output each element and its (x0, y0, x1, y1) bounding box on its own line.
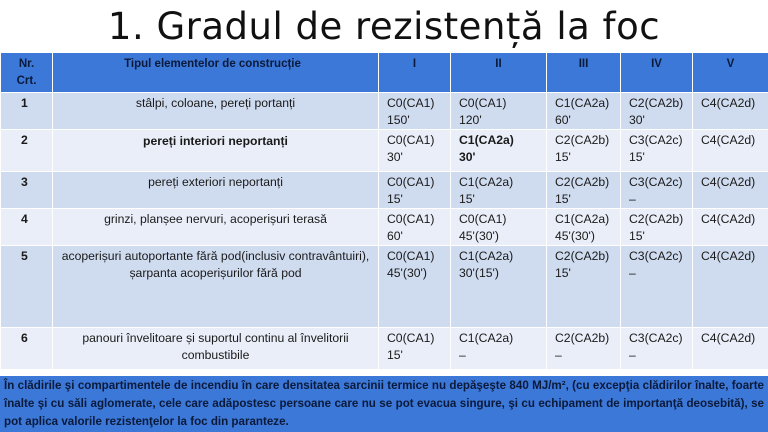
table-row (1, 246, 768, 328)
material-class: C4(CA2d) (701, 212, 756, 226)
material-class: C0(CA1) (387, 249, 435, 263)
class-ii-cell (451, 93, 547, 130)
row-number: 4 (1, 209, 53, 246)
class-ii-cell (451, 172, 547, 209)
fire-resistance-time: – (629, 266, 636, 280)
element-type: grinzi, planșee nervuri, acoperișuri terasă (53, 209, 379, 246)
page-title: 1. Gradul de rezistență la foc (107, 4, 661, 48)
class-i-cell (379, 246, 451, 328)
table-row (1, 328, 768, 370)
fire-resistance-time: 45'(30') (387, 266, 427, 280)
header-class-v: V (693, 53, 768, 93)
class-iii-cell (547, 209, 621, 246)
material-class: C1(CA2a) (459, 331, 514, 345)
class-iv-cell (621, 93, 693, 130)
material-class: C3(CA2c) (629, 133, 683, 147)
fire-resistance-time: 15' (555, 150, 571, 164)
fire-resistance-time: 150' (387, 113, 410, 127)
class-v-cell (693, 328, 768, 370)
fire-resistance-time: 60' (387, 229, 403, 243)
material-class: C2(CA2b) (629, 96, 684, 110)
material-class: C4(CA2d) (701, 249, 756, 263)
table-row (1, 130, 768, 172)
header-class-iv: IV (621, 53, 693, 93)
material-class: C3(CA2c) (629, 175, 683, 189)
header-nr: Nr. Crt. (1, 53, 53, 93)
header-class-iii: III (547, 53, 621, 93)
material-class: C0(CA1) (387, 96, 435, 110)
header-type: Tipul elementelor de construcție (53, 53, 379, 93)
fire-resistance-time: – (555, 348, 562, 362)
material-class: C4(CA2d) (701, 96, 756, 110)
material-class: C2(CA2b) (555, 175, 610, 189)
table-header-row (1, 53, 768, 93)
element-type: acoperișuri autoportante fără pod(inclusiv contravântuiri), șarpanta acoperișurilor fără pod (53, 246, 379, 328)
material-class: C3(CA2c) (629, 331, 683, 345)
material-class: C1(CA2a) (555, 212, 610, 226)
class-iii-cell (547, 328, 621, 370)
class-i-cell (379, 130, 451, 172)
material-class: C2(CA2b) (555, 331, 610, 345)
material-class: C1(CA2a) (555, 96, 610, 110)
row-number: 1 (1, 93, 53, 130)
class-iii-cell (547, 93, 621, 130)
material-class: C3(CA2c) (629, 249, 683, 263)
fire-resistance-time: 60' (555, 113, 571, 127)
material-class: C0(CA1) (387, 133, 435, 147)
class-iv-cell (621, 172, 693, 209)
material-class: C2(CA2b) (555, 249, 610, 263)
material-class: C2(CA2b) (555, 133, 610, 147)
class-iv-cell (621, 246, 693, 328)
material-class: C1(CA2a) (459, 133, 514, 147)
class-v-cell (693, 246, 768, 328)
table-row (1, 93, 768, 130)
material-class: C2(CA2b) (629, 212, 684, 226)
row-number: 6 (1, 328, 53, 370)
fire-resistance-time: 15' (387, 348, 403, 362)
material-class: C0(CA1) (387, 175, 435, 189)
material-class: C0(CA1) (387, 212, 435, 226)
element-type: stâlpi, coloane, pereți portanți (53, 93, 379, 130)
class-i-cell (379, 328, 451, 370)
element-type: pereți exteriori neportanți (53, 172, 379, 209)
fire-resistance-time: 30'(15') (459, 266, 499, 280)
class-v-cell (693, 93, 768, 130)
row-number: 2 (1, 130, 53, 172)
class-ii-cell (451, 246, 547, 328)
fire-resistance-time: 15' (629, 229, 645, 243)
class-v-cell (693, 209, 768, 246)
fire-resistance-time: 120' (459, 113, 482, 127)
class-ii-cell (451, 130, 547, 172)
header-class-i: I (379, 53, 451, 93)
fire-resistance-time: 15' (555, 192, 571, 206)
class-v-cell (693, 130, 768, 172)
fire-resistance-time: 45'(30') (555, 229, 595, 243)
fire-resistance-time: 30' (459, 150, 476, 164)
fire-resistance-time: 15' (629, 150, 645, 164)
material-class: C0(CA1) (459, 212, 507, 226)
table-row (1, 172, 768, 209)
class-iii-cell (547, 246, 621, 328)
table-row (1, 209, 768, 246)
material-class: C4(CA2d) (701, 175, 756, 189)
fire-resistance-table (0, 52, 768, 370)
fire-resistance-time: – (629, 348, 636, 362)
fire-resistance-time: 15' (387, 192, 403, 206)
class-v-cell (693, 172, 768, 209)
material-class: C0(CA1) (387, 331, 435, 345)
class-ii-cell (451, 328, 547, 370)
class-iv-cell (621, 209, 693, 246)
footer-note: În clădirile şi compartimentele de incendiu în care densitatea sarcinii termice nu depăşeşte 840 MJ/m², (cu excepţia clădirilor înalte, foarte înalte şi cu săli aglomerate, cele care adăpostesc persoane care nu se pot evacua singure, şi cu echipament de importanţă deosebită), se pot aplica valorile rezistenţelor la foc din paranteze. (0, 376, 768, 432)
element-type: panouri învelitoare și suportul continu al învelitorii combustibile (53, 328, 379, 370)
class-iv-cell (621, 328, 693, 370)
material-class: C0(CA1) (459, 96, 507, 110)
fire-resistance-time: 30' (629, 113, 645, 127)
material-class: C4(CA2d) (701, 331, 756, 345)
row-number: 3 (1, 172, 53, 209)
class-iii-cell (547, 172, 621, 209)
fire-resistance-time: 15' (459, 192, 475, 206)
material-class: C4(CA2d) (701, 133, 756, 147)
material-class: C1(CA2a) (459, 249, 514, 263)
class-i-cell (379, 93, 451, 130)
class-iii-cell (547, 130, 621, 172)
class-i-cell (379, 209, 451, 246)
class-i-cell (379, 172, 451, 209)
fire-resistance-time: – (629, 192, 636, 206)
material-class: C1(CA2a) (459, 175, 514, 189)
fire-resistance-time: 45'(30') (459, 229, 499, 243)
fire-resistance-time: – (459, 348, 466, 362)
header-class-ii: II (451, 53, 547, 93)
fire-resistance-time: 30' (387, 150, 403, 164)
element-type: pereți interiori neportanți (53, 130, 379, 172)
class-iv-cell (621, 130, 693, 172)
row-number: 5 (1, 246, 53, 328)
fire-resistance-time: 15' (555, 266, 571, 280)
class-ii-cell (451, 209, 547, 246)
